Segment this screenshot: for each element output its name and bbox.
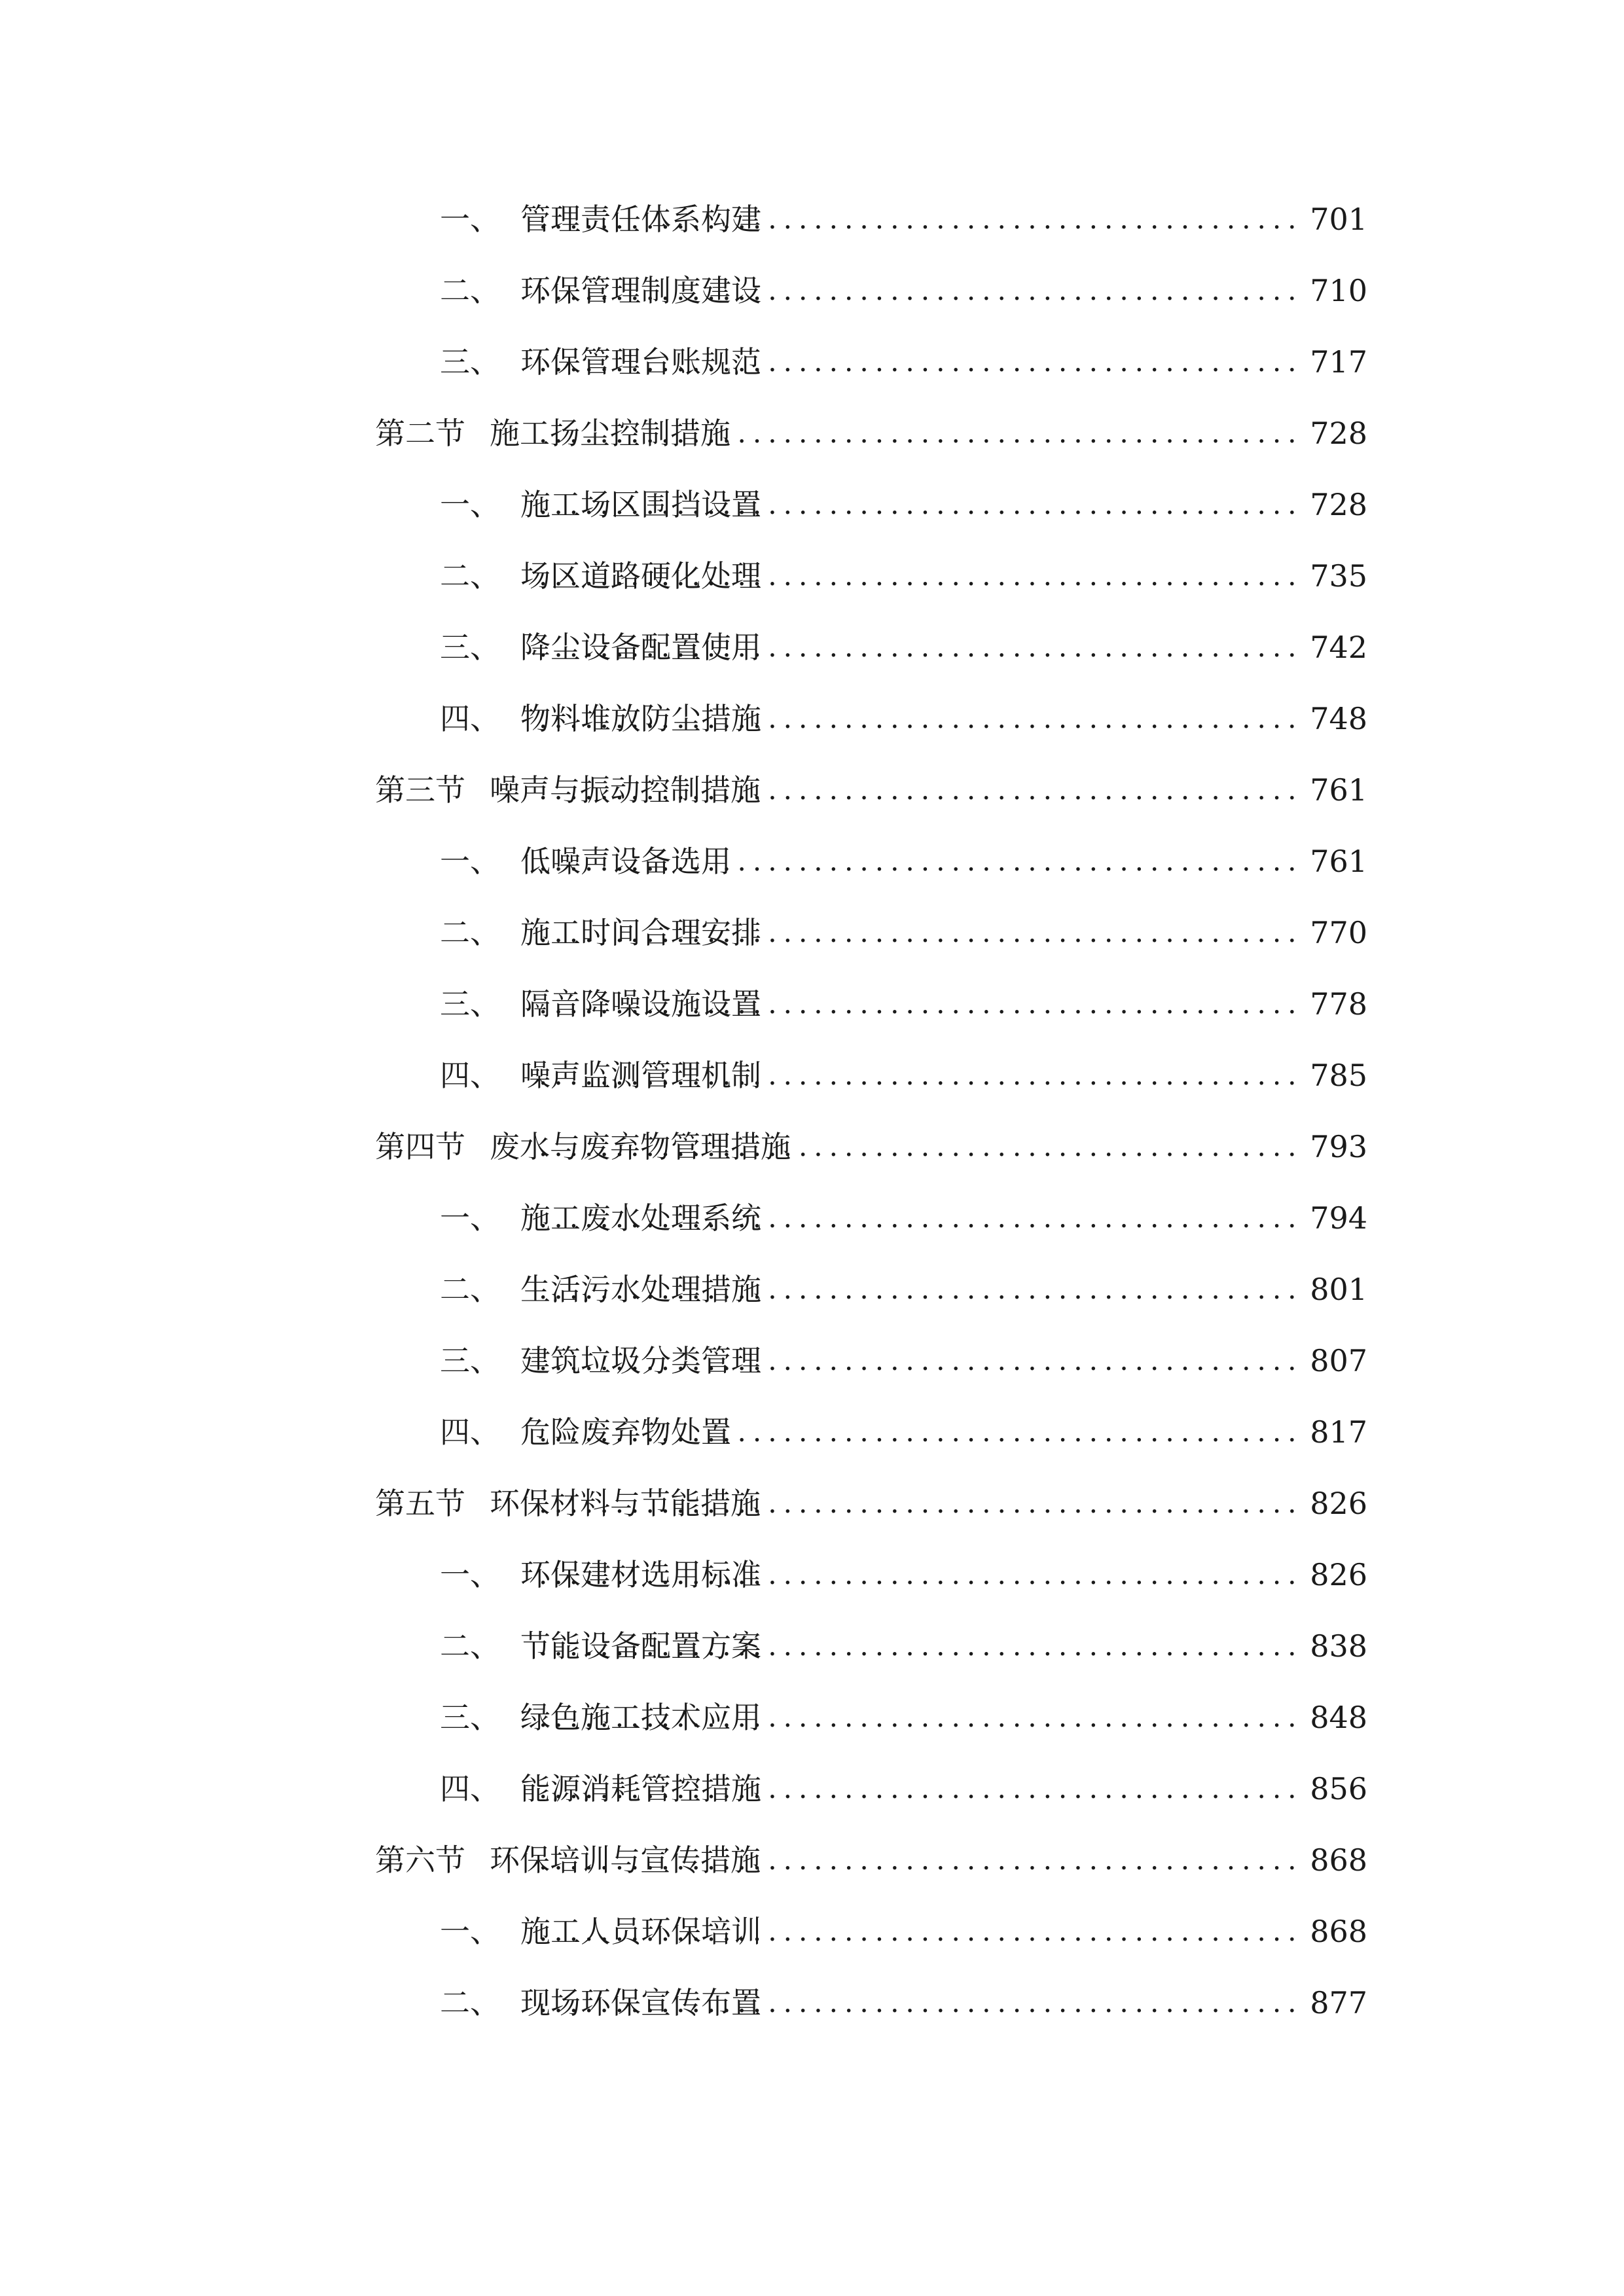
dot-leader <box>539 978 1305 1030</box>
toc-entry-number: 三、 <box>440 1343 500 1378</box>
dot-leader <box>539 264 1305 317</box>
toc-page-number: 728 <box>1310 416 1367 451</box>
toc-entry-title: 环保管理制度建设 <box>520 273 761 308</box>
toc-section-4[interactable] <box>0 1121 1624 1173</box>
toc-entry-title: 施工废水处理系统 <box>520 1200 761 1236</box>
toc-page-number: 785 <box>1310 1058 1367 1093</box>
toc-section-number: 第四节 <box>375 1129 465 1164</box>
dot-leader <box>539 1620 1305 1672</box>
toc-section-6[interactable] <box>0 1834 1624 1886</box>
toc-entry-title: 现场环保宣传布置 <box>520 1985 761 2020</box>
dot-leader <box>539 1549 1305 1601</box>
toc-entry-number: 四、 <box>440 1771 500 1806</box>
dot-leader <box>539 478 1305 531</box>
toc-entry-25[interactable] <box>0 1905 1624 1958</box>
toc-entry-21[interactable] <box>0 1620 1624 1672</box>
toc-entry-number: 二、 <box>440 273 500 308</box>
toc-entry-title: 施工时间合理安排 <box>520 915 761 950</box>
dot-leader <box>539 336 1305 388</box>
toc-section-3[interactable] <box>0 764 1624 816</box>
toc-entry-title: 管理责任体系构建 <box>520 202 761 237</box>
dot-leader <box>539 550 1305 602</box>
dot-leader <box>539 1691 1305 1744</box>
toc-entry-title: 环保建材选用标准 <box>520 1557 761 1592</box>
toc-page-number: 710 <box>1310 273 1367 308</box>
dot-leader <box>539 1335 1305 1387</box>
toc-page-number: 838 <box>1310 1628 1367 1664</box>
dot-leader <box>539 621 1305 673</box>
toc-page-number: 761 <box>1310 772 1367 808</box>
toc-entry-1[interactable] <box>0 193 1624 245</box>
toc-entry-number: 一、 <box>440 487 500 522</box>
toc-entry-number: 二、 <box>440 1985 500 2020</box>
toc-page-number: 826 <box>1310 1486 1367 1521</box>
toc-page-number: 856 <box>1310 1771 1367 1806</box>
toc-section-number: 第六节 <box>375 1842 465 1878</box>
toc-entry-title: 危险废弃物处置 <box>520 1414 731 1450</box>
toc-page-number: 807 <box>1310 1343 1367 1378</box>
toc-entry-title: 物料堆放防尘措施 <box>520 701 761 736</box>
toc-entry-number: 一、 <box>440 1200 500 1236</box>
toc-page-number: 794 <box>1310 1200 1367 1236</box>
dot-leader <box>539 692 1305 745</box>
toc-entry-number: 三、 <box>440 1700 500 1735</box>
toc-entry-title: 噪声监测管理机制 <box>520 1058 761 1093</box>
toc-entry-title: 降尘设备配置使用 <box>520 630 761 665</box>
toc-entry-number: 四、 <box>440 701 500 736</box>
toc-section-title: 噪声与振动控制措施 <box>490 772 761 808</box>
toc-page-number: 770 <box>1310 915 1367 950</box>
toc-entry-5[interactable] <box>0 478 1624 531</box>
toc-page-number: 778 <box>1310 986 1367 1022</box>
toc-entry-number: 四、 <box>440 1058 500 1093</box>
toc-entry-title: 能源消耗管控措施 <box>520 1771 761 1806</box>
toc-section-title: 环保材料与节能措施 <box>490 1486 761 1521</box>
toc-entry-title: 场区道路硬化处理 <box>520 558 761 594</box>
dot-leader <box>539 1763 1305 1815</box>
toc-entry-18[interactable] <box>0 1406 1624 1458</box>
toc-section-number: 第五节 <box>375 1486 465 1521</box>
toc-section-number: 第二节 <box>375 416 465 451</box>
dot-leader <box>539 1192 1305 1244</box>
toc-page-number: 868 <box>1310 1842 1367 1878</box>
toc-entry-3[interactable] <box>0 336 1624 388</box>
toc-page-number: 742 <box>1310 630 1367 665</box>
toc-page-number: 793 <box>1310 1129 1367 1164</box>
toc-entry-number: 二、 <box>440 1628 500 1664</box>
dot-leader <box>539 1263 1305 1316</box>
toc-entry-title: 环保管理台账规范 <box>520 344 761 380</box>
toc-page-number: 761 <box>1310 844 1367 879</box>
toc-entry-22[interactable] <box>0 1691 1624 1744</box>
toc-section-title: 环保培训与宣传措施 <box>490 1842 761 1878</box>
toc-entry-title: 隔音降噪设施设置 <box>520 986 761 1022</box>
toc-page-number: 701 <box>1310 202 1367 237</box>
toc-entry-26[interactable] <box>0 1977 1624 2029</box>
toc-page-number: 817 <box>1310 1414 1367 1450</box>
toc-entry-number: 二、 <box>440 1272 500 1307</box>
dot-leader <box>539 835 1305 888</box>
toc-entry-15[interactable] <box>0 1192 1624 1244</box>
toc-section-2[interactable] <box>0 407 1624 459</box>
dot-leader <box>539 1406 1305 1458</box>
toc-section-title: 施工扬尘控制措施 <box>490 416 731 451</box>
toc-entry-number: 二、 <box>440 915 500 950</box>
toc-entry-title: 生活污水处理措施 <box>520 1272 761 1307</box>
toc-entry-17[interactable] <box>0 1335 1624 1387</box>
toc-section-5[interactable] <box>0 1477 1624 1530</box>
toc-page-number: 868 <box>1310 1914 1367 1949</box>
toc-page-number: 877 <box>1310 1985 1367 2020</box>
toc-entry-number: 一、 <box>440 202 500 237</box>
toc-page-number: 748 <box>1310 701 1367 736</box>
dot-leader <box>539 1834 1305 1886</box>
dot-leader <box>539 1049 1305 1102</box>
toc-entry-title: 绿色施工技术应用 <box>520 1700 761 1735</box>
dot-leader <box>539 1477 1305 1530</box>
toc-entry-title: 施工人员环保培训 <box>520 1914 761 1949</box>
toc-page-number: 717 <box>1310 344 1367 380</box>
dot-leader <box>539 1977 1305 2029</box>
toc-entry-number: 一、 <box>440 1914 500 1949</box>
toc-entry-13[interactable] <box>0 1049 1624 1102</box>
toc-entry-6[interactable] <box>0 550 1624 602</box>
toc-page-number: 728 <box>1310 487 1367 522</box>
dot-leader <box>539 764 1305 816</box>
dot-leader <box>539 906 1305 959</box>
toc-entry-23[interactable] <box>0 1763 1624 1815</box>
dot-leader <box>539 1905 1305 1958</box>
toc-entry-title: 施工场区围挡设置 <box>520 487 761 522</box>
toc-entry-number: 一、 <box>440 844 500 879</box>
toc-entry-16[interactable] <box>0 1263 1624 1316</box>
dot-leader <box>539 1121 1305 1173</box>
toc-entry-12[interactable] <box>0 978 1624 1030</box>
toc-entry-number: 三、 <box>440 344 500 380</box>
toc-entry-11[interactable] <box>0 906 1624 959</box>
toc-entry-number: 二、 <box>440 558 500 594</box>
toc-entry-number: 三、 <box>440 630 500 665</box>
dot-leader <box>539 193 1305 245</box>
toc-section-title: 废水与废弃物管理措施 <box>490 1129 791 1164</box>
toc-entry-20[interactable] <box>0 1549 1624 1601</box>
toc-entry-10[interactable] <box>0 835 1624 888</box>
toc-entry-number: 一、 <box>440 1557 500 1592</box>
toc-page-number: 848 <box>1310 1700 1367 1735</box>
toc-entry-title: 低噪声设备选用 <box>520 844 731 879</box>
toc-page-number: 735 <box>1310 558 1367 594</box>
dot-leader <box>539 407 1305 459</box>
toc-entry-2[interactable] <box>0 264 1624 317</box>
toc-entry-7[interactable] <box>0 621 1624 673</box>
toc-entry-number: 四、 <box>440 1414 500 1450</box>
toc-entry-number: 三、 <box>440 986 500 1022</box>
toc-entry-title: 建筑垃圾分类管理 <box>520 1343 761 1378</box>
toc-entry-title: 节能设备配置方案 <box>520 1628 761 1664</box>
toc-section-number: 第三节 <box>375 772 465 808</box>
toc-page-number: 826 <box>1310 1557 1367 1592</box>
toc-entry-8[interactable] <box>0 692 1624 745</box>
toc-page-number: 801 <box>1310 1272 1367 1307</box>
